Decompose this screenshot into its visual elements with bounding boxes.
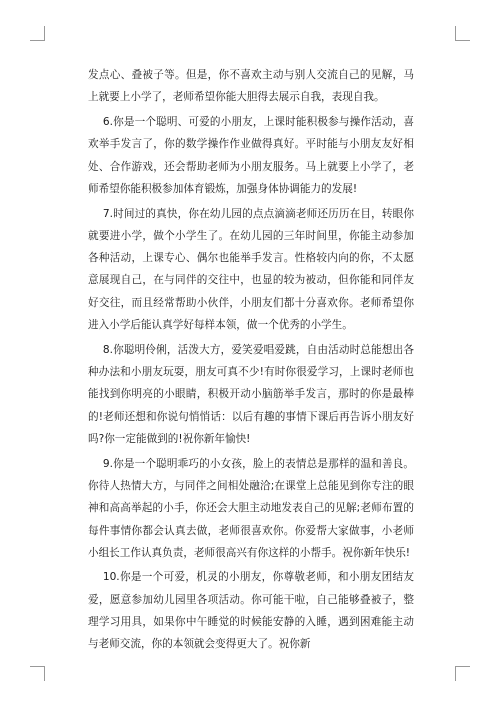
crop-mark-bottom-right: [455, 666, 470, 681]
page-body: [88, 64, 414, 658]
paragraph-continued: 发点心、叠被子等。但是，你不喜欢主动与别人交流自己的见解，马上就要上小学了，老师希望你能大胆得去展示自我，表现自我。: [88, 69, 414, 104]
crop-mark-top-left: [30, 26, 45, 41]
paragraph-7: 7.时间过的真快，你在幼儿园的点点滴滴老师还历历在目，转眼你就要进小学，做个小学生了。在幼儿园的三年时间里，你能主动参加各种活动，上课专心、偶尔也能举手发言。性格较内向的你，不太愿意展现自己，在与同伴的交往中，也显的较为被动，但你能和同伴友好交往，而且经常帮助小伙伴，小朋友们都十分喜欢你。老师希望你进入小学后能认真学好每样本领，做一个优秀的小学生。: [88, 207, 414, 332]
paragraph-9: 9.你是一个聪明乖巧的小女孩，脸上的表情总是那样的温和善良。你待人热情大方，与同伴之间相处融洽;在课堂上总能见到你专注的眼神和高高举起的小手，你还会大胆主动地发表自己的见解;老师布置的每件事情你都会认真去做，老师很喜欢你。你爱帮大家做事，小老师小组长工作认真负责，老师很高兴有你这样的小帮手。祝你新年快乐!: [88, 457, 414, 559]
paragraph-10: 10.你是一个可爱，机灵的小朋友，你尊敬老师，和小朋友团结友爱，愿意参加幼儿园里各项活动。你可能干啦，自己能够叠被子，整理学习用具，如果你中午睡觉的时候能安静的入睡，遇到困难能主动与老师交流，你的本领就会变得更大了。祝你新: [88, 571, 414, 651]
crop-mark-bottom-left: [30, 666, 45, 681]
paragraph-8: 8.你聪明伶俐，活泼大方，爱笑爱唱爱跳，自由活动时总能想出各种办法和小朋友玩耍，朋友可真不少!有时你很爱学习，上课时老师也能找到你明亮的小眼睛，积极开动小脑筋举手发言，那时的你是最棒的!老师还想和你说句悄悄话：以后有趣的事情下课后再告诉小朋友好吗?你一定能做到的!祝你新年愉快!: [88, 343, 414, 445]
paragraph-6: 6.你是一个聪明、可爱的小朋友，上课时能积极参与操作活动，喜欢举手发言了，你的数学操作作业做得真好。平时能与小朋友友好相处、合作游戏，还会帮助老师为小朋友服务。马上就要上小学了，老师希望你能积极参加体育锻炼，加强身体协调能力的发展!: [88, 115, 414, 195]
crop-mark-top-right: [455, 26, 470, 41]
